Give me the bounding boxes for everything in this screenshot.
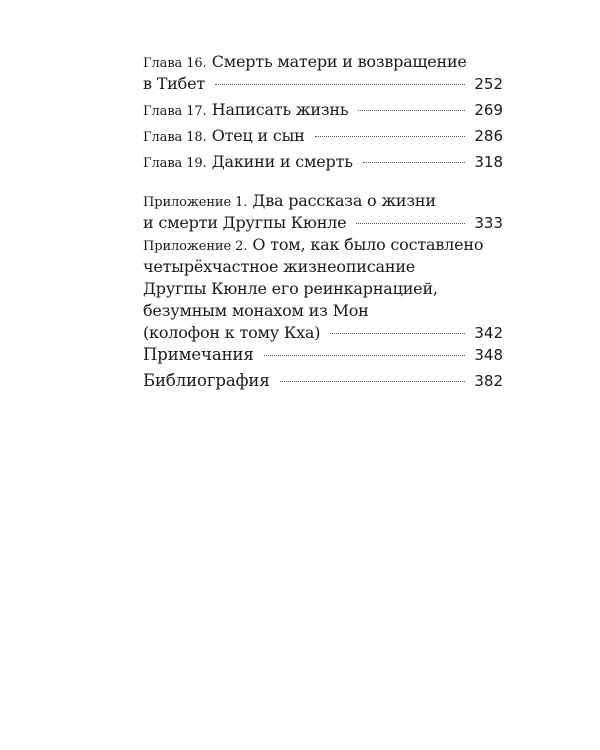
toc-entry-title: Смерть матери и возвращение: [211, 52, 467, 71]
dot-leader: [330, 333, 465, 334]
toc-entry-title: Два рассказа о жизни: [252, 191, 436, 210]
toc-page-number: 333: [474, 214, 503, 232]
toc-entry-title: Написать жизнь: [211, 100, 349, 119]
dot-leader: [280, 381, 465, 382]
toc-entry-prefix: Приложение 1.: [143, 195, 248, 210]
toc-entry-prefix: Глава 17.: [143, 104, 207, 119]
toc-entry-title-continued: (колофон к тому Кха): [143, 323, 321, 342]
toc-entry-title-continued: в Тибет: [143, 74, 205, 93]
toc-entry-title: Библиография: [143, 371, 270, 390]
toc-entry-line: [143, 99, 503, 121]
dot-leader: [358, 110, 465, 111]
toc-entry-title-continued: и смерти Другпы Кюнле: [143, 213, 347, 232]
toc-entry-title: Примечания: [143, 345, 254, 364]
toc-page-number: 286: [474, 127, 503, 145]
toc-entry-chapter-16[interactable]: [143, 51, 503, 95]
toc-page-number: 252: [474, 75, 503, 93]
toc-entry-line: [143, 322, 503, 344]
toc-entry-line: [143, 370, 503, 392]
dot-leader: [315, 136, 465, 137]
dot-leader: [215, 84, 465, 85]
toc-entry-chapter-19[interactable]: [143, 151, 503, 173]
toc-entry-prefix: Глава 19.: [143, 156, 207, 171]
toc-page-number: 382: [474, 372, 503, 390]
toc-entry-line: [143, 212, 503, 234]
toc-entry-line: [143, 234, 503, 256]
toc-entry-prefix: Глава 16.: [143, 56, 207, 71]
toc-page-number: 269: [474, 101, 503, 119]
toc-entry-title: Отец и сын: [211, 126, 305, 145]
toc-entry-bibliography[interactable]: [143, 370, 503, 392]
toc-entry-chapter-18[interactable]: [143, 125, 503, 147]
toc-entry-line: [143, 190, 503, 212]
toc-entry-title: Дакини и смерть: [211, 152, 353, 171]
toc-entry-chapter-17[interactable]: [143, 99, 503, 121]
toc-entry-prefix: Глава 18.: [143, 130, 207, 145]
toc-page-number: 348: [474, 346, 503, 364]
toc-entry-appendix-2[interactable]: [143, 234, 503, 344]
toc-entry-title: О том, как было составлено: [252, 235, 484, 254]
dot-leader: [363, 162, 465, 163]
toc-entry-line: [143, 344, 503, 366]
toc-entry-line: [143, 151, 503, 173]
toc-entry-prefix: Приложение 2.: [143, 239, 248, 254]
toc-page-number: 318: [474, 153, 503, 171]
toc-entry-title-continued: безумным монахом из Мон: [143, 301, 369, 320]
dot-leader: [356, 223, 465, 224]
toc-entry-title-continued: Другпы Кюнле его реинкарнацией,: [143, 279, 438, 298]
toc-entry-line: [143, 73, 503, 95]
toc-entry-title-continued: четырёхчастное жизнеописание: [143, 257, 416, 276]
toc-entry-line: [143, 51, 503, 73]
toc-page-number: 342: [474, 324, 503, 342]
toc-entry-appendix-1[interactable]: [143, 190, 503, 234]
dot-leader: [264, 355, 465, 356]
toc-entry-line: [143, 256, 503, 278]
toc-entry-line: [143, 300, 503, 322]
toc-entry-line: [143, 278, 503, 300]
toc-entry-line: [143, 125, 503, 147]
toc-entry-notes[interactable]: [143, 344, 503, 366]
